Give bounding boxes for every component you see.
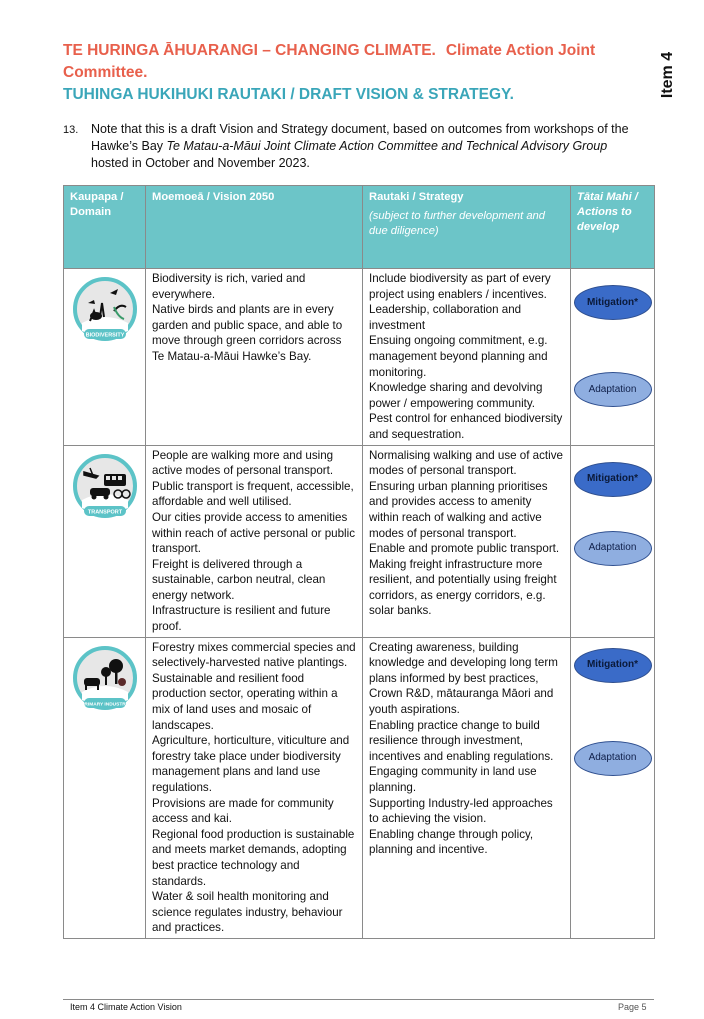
strategy-line: Leadership, collaboration and investment (369, 303, 522, 332)
page-number: Page 5 (618, 1002, 647, 1012)
item-label: Item 4 (659, 51, 676, 99)
strategy-cell (363, 637, 571, 938)
strategy-line: Pest control for enhanced biodiversity and sequestration. (369, 412, 563, 441)
strategy-line: Include biodiversity as part of every project using enablers / incentives. (369, 272, 551, 301)
vision-line: Biodiversity is rich, varied and everywhere. (152, 272, 306, 301)
strategy-table (63, 185, 655, 939)
paragraph-text-italic: Te Matau-a-Māui Joint Climate Action Committee and Technical Advisory Group (166, 139, 608, 153)
title-part2: Climate Action Joint Committee. (63, 42, 596, 81)
adaptation-badge: Adaptation (574, 372, 652, 407)
mitigation-badge: Mitigation* (574, 648, 652, 683)
vision-line: People are walking more and using active modes of personal transport. (152, 448, 334, 478)
header-strategy (363, 186, 571, 269)
table-row (64, 637, 655, 938)
adaptation-badge: Adaptation (574, 531, 652, 566)
mitigation-badge: Mitigation* (574, 462, 652, 497)
strategy-line: Enabling practice change to build resilience through investment, incentives and enabling regulations. (369, 718, 554, 763)
header-strategy-label: Rautaki / Strategy (369, 191, 464, 203)
header-domain: Kaupapa / Domain (64, 186, 146, 269)
title-part1: TE HURINGA ĀHUARANGI – CHANGING CLIMATE. (63, 42, 436, 59)
domain-cell (64, 445, 146, 637)
page-subtitle: TUHINGA HUKIHUKI RAUTAKI / DRAFT VISION & STRATEGY. (63, 86, 514, 103)
item-tab (652, 45, 684, 105)
biodiversity-icon-label: BIODIVERSITY (85, 332, 125, 339)
strategy-line: Creating awareness, building knowledge and developing long term plans informed by best practices, Crown R&D, mātauranga Māori and youth aspirations. (369, 640, 558, 717)
vision-line: Public transport is frequent, accessible, affordable and well utilised. (152, 479, 354, 509)
table-row (64, 445, 655, 637)
table-row (64, 269, 655, 446)
header-actions: Tātai Mahi / Actions to develop (571, 186, 655, 269)
paragraph-text (91, 121, 643, 172)
header-vision: Moemoeā / Vision 2050 (146, 186, 363, 269)
vision-line: Our cities provide access to amenities within reach of active personal or public transport. (152, 510, 355, 556)
vision-line: Water & soil health monitoring and science regulates industry, behaviour and practices. (152, 890, 343, 935)
vision-cell (146, 637, 363, 938)
primary-industry-icon (70, 640, 140, 716)
footer-divider (63, 999, 654, 1000)
strategy-line: Ensuring urban planning prioritises and provides access to amenity within reach of walking and active modes of personal transport. (369, 479, 548, 540)
strategy-cell (363, 269, 571, 446)
paragraph-number: 13. (63, 124, 79, 136)
strategy-line: Enable and promote public transport. (369, 542, 560, 556)
vision-line: Agriculture, horticulture, viticulture and forestry take place under biodiversity management plans and land use regulations. (152, 734, 350, 794)
table-header-row (64, 186, 655, 269)
footer-item-label: Item 4 Climate Action Vision (70, 1002, 182, 1012)
vision-line: Freight is delivered through a sustainable, carbon neutral, clean energy network. (152, 557, 326, 602)
strategy-line: Making freight infrastructure more resilient, and potentially using freight corridors, as energy corridors, e.g. solar banks. (369, 557, 557, 618)
note-paragraph (63, 121, 643, 172)
transport-icon-label: TRANSPORT (87, 509, 123, 516)
vision-line: Sustainable and resilient food production sector, operating within a mix of land uses and mosaic of landscapes. (152, 671, 338, 732)
domain-cell (64, 269, 146, 446)
strategy-line: Enabling change through policy, planning and incentive. (369, 827, 534, 857)
strategy-line: Engaging community in land use planning. (369, 765, 537, 794)
vision-cell (146, 269, 363, 446)
actions-cell (571, 445, 655, 637)
adaptation-badge: Adaptation (574, 741, 652, 776)
mitigation-badge: Mitigation* (574, 285, 652, 320)
transport-icon (70, 448, 140, 524)
vision-cell (146, 445, 363, 637)
domain-cell (64, 637, 146, 938)
vision-line: Provisions are made for community access and kai. (152, 796, 334, 826)
paragraph-text-after: hosted in October and November 2023. (91, 156, 310, 170)
primary-industry-icon-label: PRIMARY INDUSTRY (81, 702, 129, 708)
biodiversity-icon (70, 271, 140, 347)
strategy-line: Supporting Industry-led approaches to achieving the vision. (369, 796, 553, 826)
actions-cell (571, 637, 655, 938)
page-title (63, 40, 623, 84)
actions-cell (571, 269, 655, 446)
vision-line: Native birds and plants are in every garden and public space, and able to move through green corridors across Te Matau-a-Māui Hawke’s Bay. (152, 303, 343, 363)
vision-line: Regional food production is sustainable and meets market demands, adopting best practice technology and standards. (152, 827, 355, 888)
header-strategy-sub: (subject to further development and due diligence) (369, 210, 545, 237)
strategy-cell (363, 445, 571, 637)
paragraph-text-before: Note that this is a draft Vision and Strategy document, based on outcomes from workshops of the Hawke’s Bay (91, 122, 629, 153)
strategy-line: Knowledge sharing and devolving power / empowering community. (369, 381, 543, 410)
vision-line: Forestry mixes commercial species and selectively-harvested native plantings. (152, 640, 356, 670)
strategy-line: Ensuing ongoing commitment, e.g. management beyond planning and monitoring. (369, 334, 548, 379)
strategy-line: Normalising walking and use of active modes of personal transport. (369, 448, 563, 478)
vision-line: Infrastructure is resilient and future proof. (152, 604, 331, 634)
